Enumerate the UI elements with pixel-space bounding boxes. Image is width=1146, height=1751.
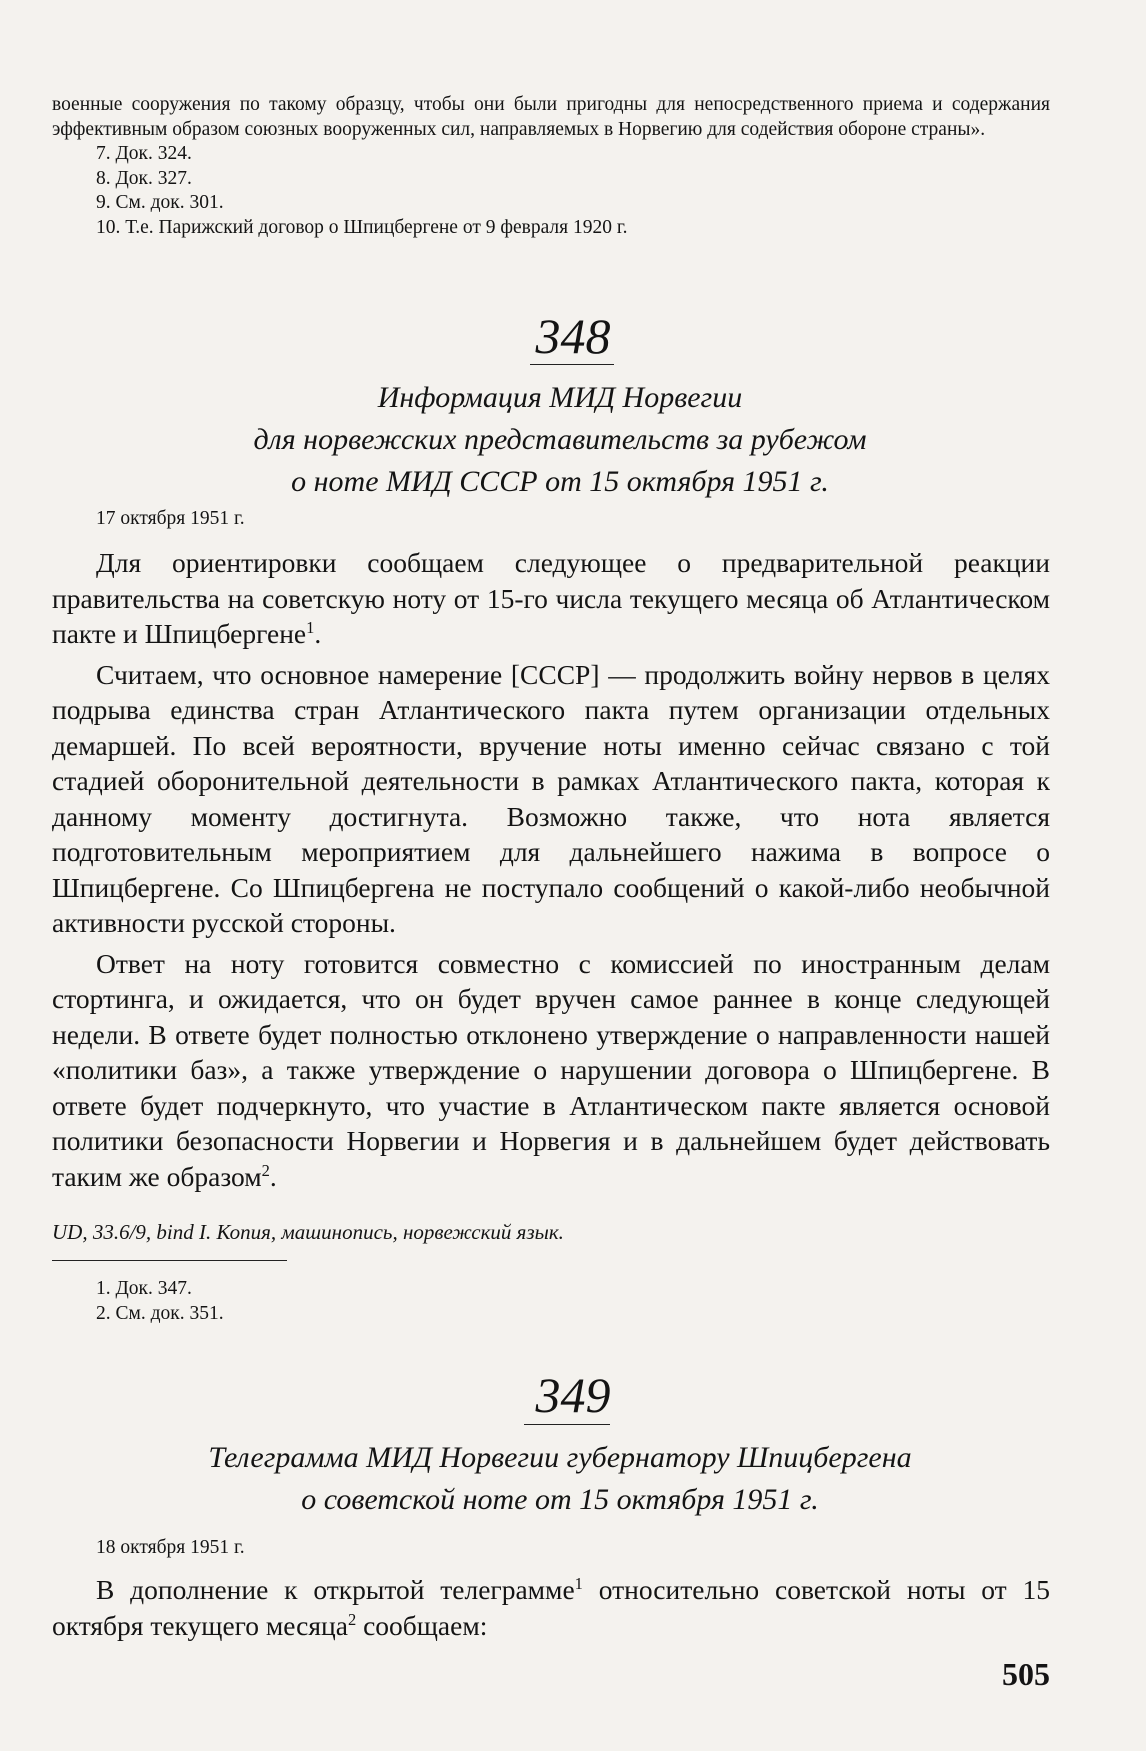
number-rule — [530, 364, 614, 365]
note-item: 10. Т.е. Парижский договор о Шпицбергене от 9 февраля 1920 г. — [96, 216, 628, 238]
title-line: о ноте МИД СССР от 15 октября 1951 г. — [291, 465, 829, 498]
document-date: 17 октября 1951 г. — [96, 508, 245, 529]
title-line: о советской ноте от 15 октября 1951 г. — [301, 1483, 819, 1516]
page-number: 505 — [1002, 1656, 1050, 1692]
footnote: 2. См. док. 351. — [96, 1302, 224, 1324]
document-body — [52, 545, 1050, 1199]
document-date: 18 октября 1951 г. — [96, 1537, 245, 1558]
document-number: 348 — [535, 308, 611, 364]
document-number: 349 — [535, 1367, 611, 1423]
title-line: Информация МИД Норвегии — [377, 381, 743, 414]
archival-source: UD, 33.6/9, bind I. Копия, машинопись, норвежский язык. — [52, 1220, 564, 1244]
note-item: 9. См. док. 301. — [96, 192, 224, 213]
document-title — [60, 377, 1060, 503]
footnotes — [96, 1277, 224, 1326]
footnote-ref: 1 — [306, 617, 315, 637]
document-body — [52, 1572, 1050, 1648]
title-line: для норвежских представительств за рубежом — [253, 423, 867, 456]
footnote-ref: 1 — [574, 1573, 583, 1593]
paragraph: Для ориентировки сообщаем следующее о предварительной реакции правительства на советскую ноту от 15-го числа текущего месяца об Атлантическом пакте и Шпицбергене$^1$. — [52, 547, 1050, 649]
paragraph: Ответ на ноту готовится совместно с комиссией по иностранным делам стортинга, и ожидается, что он будет вручен самое раннее в конце следующей недели. В ответе будет полностью отклонено утверждение о направленности нашей «политики баз», а также утверждение о нарушении договора о Шпицбергене. В ответе будет подчеркнуто, что участие в Атлантическом пакте является основой политики безопасности Норвегии и Норвегия и в дальнейшем будет действовать таким же образом$^2$. — [52, 947, 1050, 1192]
title-line: Телеграмма МИД Норвегии губернатору Шпицбергена — [208, 1441, 912, 1474]
note-continuation: военные сооружения по такому образцу, чтобы они были пригодны для непосредственного приема и содержания эффективным образом союзных вооруженных сил, направляемых в Норвегию для содействия обороне страны». — [52, 94, 1050, 140]
note-item: 7. Док. 324. — [96, 143, 192, 164]
paragraph: В дополнение к открытой телеграмме$^1$ относительно советской ноты от 15 октября текущего месяца$^2$ сообщаем: — [52, 1573, 1050, 1641]
footnote-rule — [52, 1260, 287, 1261]
footnote: 1. Док. 347. — [96, 1278, 192, 1299]
preceding-notes — [52, 93, 1050, 240]
note-item: 8. Док. 327. — [96, 167, 192, 189]
paragraph: Считаем, что основное намерение [СССР] — продолжить войну нервов в целях подрыва единства стран Атлантического пакта путем организации отдельных демаршей. По всей вероятности, вручение ноты именно сейчас связано с той стадией оборонительной деятельности в рамках Атлантического пакта, которая к данному моменту достигнута. Возможно также, что нота является подготовительным мероприятием для дальнейшего нажима в вопросе о Шпицбергене. Со Шпицбергена не поступало сообщений о какой-либо необычной активности русской стороны. — [52, 658, 1050, 938]
footnote-ref: 2 — [261, 1160, 270, 1180]
number-rule — [524, 1424, 610, 1425]
footnote-ref: 2 — [347, 1609, 357, 1629]
document-title — [60, 1437, 1060, 1521]
